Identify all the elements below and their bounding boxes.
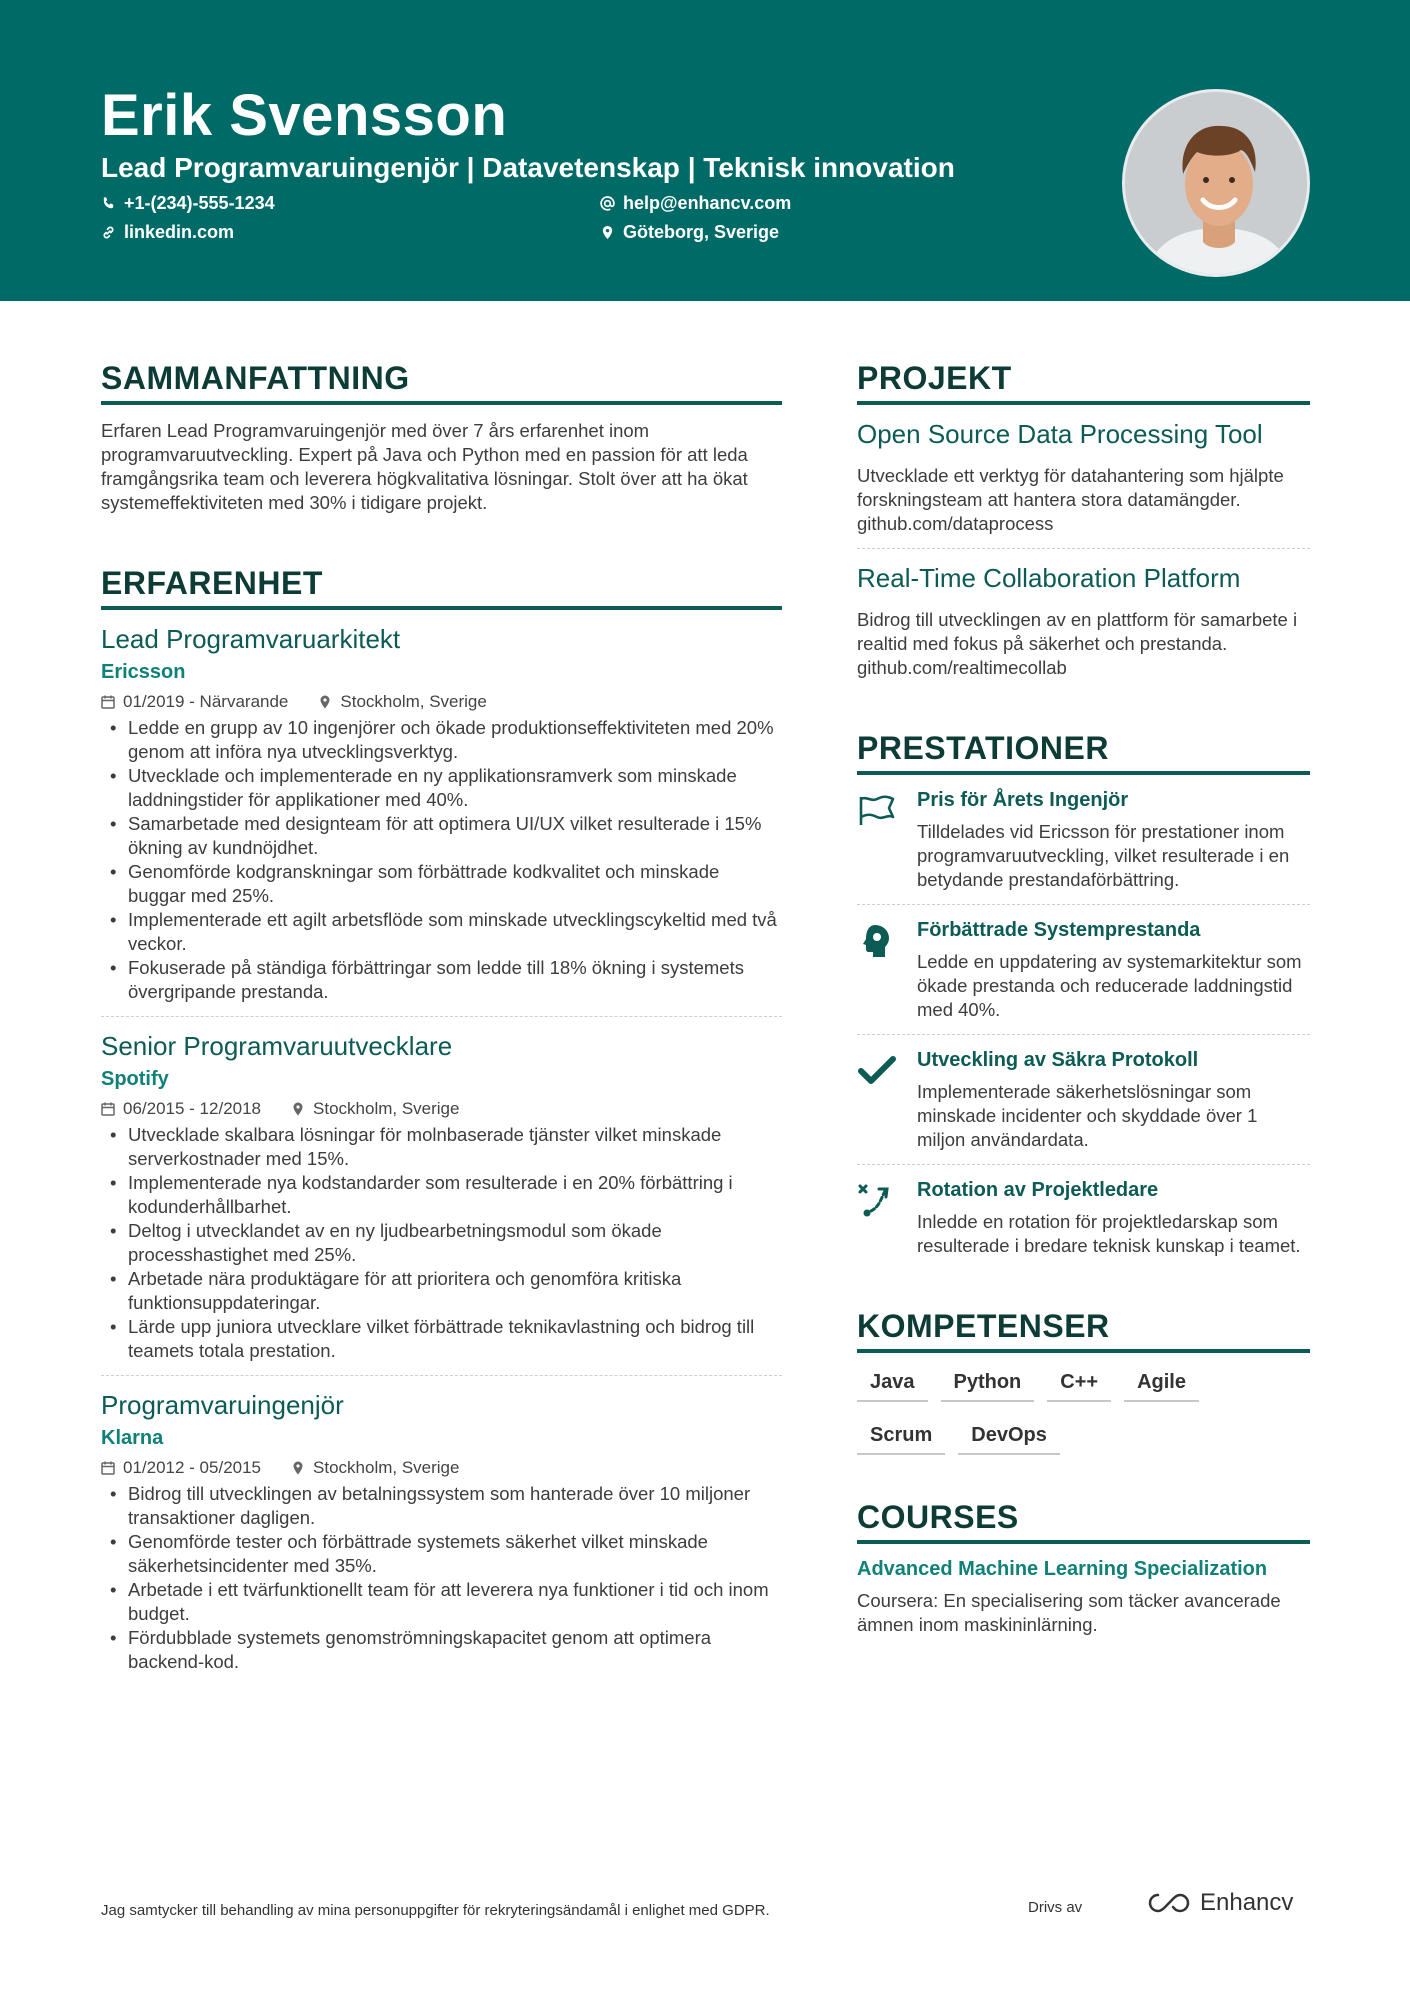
achievement-entry [857,789,1310,892]
skills-section [857,1308,1310,1477]
job-title: Programvaruingenjör [101,1390,344,1420]
courses-section [857,1499,1310,1637]
profile-photo [1122,89,1310,277]
list-item: • Deltog i utvecklandet av en ny ljudbearbetningsmodul som ökade processhastighet med 25%. [101,1219,782,1267]
location-pin-icon [600,225,615,240]
achievement-title: Rotation av Projektledare [917,1179,1159,1201]
list-item: • Fokuserade på ständiga förbättringar som ledde till 18% ökning i systemets övergripande prestanda. [101,956,782,1004]
job-bullets [101,716,782,1004]
at-icon [600,196,615,211]
check-icon [857,1053,897,1089]
list-item: • Implementerade nya kodstandarder som resulterade i en 20% förbättring i kodunderhållbarhet. [101,1171,782,1219]
summary-heading: SAMMANFATTNING [101,360,782,405]
project-title: Real-Time Collaboration Platform [857,563,1241,593]
job-dates: 06/2015 - 12/2018 [123,1099,262,1118]
resume-header [0,0,1410,301]
contact-email[interactable] [600,193,791,214]
entry-divider [101,1375,782,1376]
achievement-title: Förbättrade Systemprestanda [917,919,1201,941]
achievement-entry [857,1049,1310,1152]
job-location: Stockholm, Sverige [313,1458,460,1477]
skills-heading: KOMPETENSER [857,1308,1310,1353]
experience-entry [101,1390,782,1674]
skill-tag: DevOps [958,1424,1060,1455]
achievement-title: Pris för Årets Ingenjör [917,789,1129,811]
contact-phone[interactable] [101,193,275,214]
email-text: help@enhancv.com [623,193,792,213]
calendar-icon [101,695,115,709]
job-title: Senior Programvaruutvecklare [101,1031,453,1061]
job-title: Lead Programvaruarkitekt [101,624,401,654]
left-column [101,360,782,1674]
project-description: Utvecklade ett verktyg för datahantering som hjälpte forskningsteam att hantera stora datamängder. github.com/dataprocess [857,465,1284,534]
location-pin-icon [291,1461,305,1475]
entry-divider [101,1016,782,1017]
list-item: • Arbetade nära produktägare för att prioritera och genomföra kritiska funktionsuppdateringar. [101,1267,782,1315]
project-entry [857,563,1310,680]
achievement-description: Ledde en uppdatering av systemarkitektur som ökade prestanda och reducerade laddningstid med 40%. [917,951,1302,1020]
contact-linkedin[interactable] [101,222,234,243]
enhancv-logo[interactable] [1146,1889,1293,1917]
course-title: Advanced Machine Learning Specialization [857,1558,1268,1580]
strategy-icon [857,1183,897,1219]
list-item: • Utvecklade skalbara lösningar för molnbaserade tjänster vilket minskade serverkostnader med 15%. [101,1123,782,1171]
job-meta [101,1458,782,1478]
list-item: • Arbetade i ett tvärfunktionellt team för att leverera nya funktioner i tid och inom budget. [101,1578,782,1626]
achievement-title: Utveckling av Säkra Protokoll [917,1049,1199,1071]
powered-by-label: Drivs av [1028,1899,1083,1916]
projects-heading: PROJEKT [857,360,1310,405]
calendar-icon [101,1102,115,1116]
job-dates: 01/2012 - 05/2015 [123,1458,262,1477]
list-item: • Genomförde tester och förbättrade systemets säkerhet vilket minskade säkerhetsincidenter med 35%. [101,1530,782,1578]
projects-section [857,360,1310,680]
summary-section [101,360,782,515]
contact-location [600,222,779,243]
achievement-description: Implementerade säkerhetslösningar som minskade incidenter och skyddade över 1 miljon användardata. [917,1081,1258,1150]
list-item: • Genomförde kodgranskningar som förbättrade kodkvalitet och minskade buggar med 25%. [101,860,782,908]
entry-divider [857,548,1310,549]
list-item: • Implementerade ett agilt arbetsflöde som minskade utvecklingscykeltid med två veckor. [101,908,782,956]
enhancv-logo-icon [1146,1892,1192,1914]
achievement-entry [857,919,1310,1022]
job-location: Stockholm, Sverige [313,1099,460,1118]
location-text: Göteborg, Sverige [623,222,780,242]
skill-tag: Java [857,1371,928,1402]
linkedin-text: linkedin.com [124,222,235,242]
experience-section [101,565,782,1674]
job-dates: 01/2019 - Närvarande [123,692,289,711]
list-item: • Lärde upp juniora utvecklare vilket förbättrade teknikavlastning och bidrog till teamets totala prestation. [101,1315,782,1363]
location-pin-icon [318,695,332,709]
project-title: Open Source Data Processing Tool [857,419,1263,449]
company-name: Klarna [101,1427,164,1449]
achievement-description: Tilldelades vid Ericsson för prestationer inom programvaruutveckling, vilket resulterade i en betydande prestandaförbättring. [917,821,1290,890]
calendar-icon [101,1461,115,1475]
entry-divider [857,1164,1310,1165]
skills-list [857,1371,1310,1477]
location-pin-icon [291,1102,305,1116]
list-item: • Fördubblade systemets genomströmningskapacitet genom att optimera backend-kod. [101,1626,782,1674]
skill-tag: Scrum [857,1424,945,1455]
job-location: Stockholm, Sverige [340,692,487,711]
gdpr-consent: Jag samtycker till behandling av mina personuppgifter för rekryteringsändamål i enlighet med GDPR. [101,1902,770,1919]
project-description: Bidrog till utvecklingen av en plattform för samarbete i realtid med fokus på säkerhet och prestanda. github.com/realtimecollab [857,609,1298,678]
list-item: • Bidrog till utvecklingen av betalningssystem som hanterade över 10 miljoner transaktioner dagligen. [101,1482,782,1530]
job-bullets [101,1123,782,1363]
achievements-heading: PRESTATIONER [857,730,1310,775]
course-description: Coursera: En specialisering som täcker avancerade ämnen inom maskininlärning. [857,1590,1281,1635]
company-name: Ericsson [101,661,186,683]
experience-entry [101,624,782,1004]
flag-icon [857,793,897,829]
skill-tag: Agile [1124,1371,1199,1402]
achievements-section [857,730,1310,1258]
list-item: • Utvecklade och implementerade en ny applikationsramverk som minskade laddningstider för applikationer med 40%. [101,764,782,812]
experience-entry [101,1031,782,1363]
enhancv-brand-text: Enhancv [1200,1889,1294,1916]
entry-divider [857,1034,1310,1035]
skill-tag: C++ [1047,1371,1111,1402]
achievement-description: Inledde en rotation för projektledarskap som resulterade i bredare teknisk kunskap i teamet. [917,1211,1301,1256]
job-meta [101,692,782,712]
link-icon [101,225,116,240]
candidate-tagline: Lead Programvaruingenjör | Datavetenskap | Teknisk innovation [101,152,955,183]
project-entry [857,419,1310,536]
company-name: Spotify [101,1068,169,1090]
skill-tag: Python [941,1371,1035,1402]
candidate-name: Erik Svensson [101,83,508,148]
summary-text: Erfaren Lead Programvaruingenjör med över 7 års erfarenhet inom programvaruutveckling. Expert på Java och Python med en passion för att leda framgångsrika team och leverera högkvalitativa lösningar. Stolt över att ha ökat systemeffektiviteten med 30% i tidigare projekt. [101,420,748,513]
job-meta [101,1099,782,1119]
head-icon [857,923,897,959]
achievement-entry [857,1179,1310,1258]
list-item: • Ledde en grupp av 10 ingenjörer och ökade produktionseffektiviteten med 20% genom att införa nya utvecklingsverktyg. [101,716,782,764]
list-item: • Samarbetade med designteam för att optimera UI/UX vilket resulterade i 15% ökning av kundnöjdhet. [101,812,782,860]
job-bullets [101,1482,782,1674]
entry-divider [857,904,1310,905]
phone-icon [101,196,116,211]
experience-heading: ERFARENHET [101,565,782,610]
right-column [857,360,1310,1637]
phone-text: +1-(234)-555-1234 [124,193,275,213]
courses-heading: COURSES [857,1499,1310,1544]
